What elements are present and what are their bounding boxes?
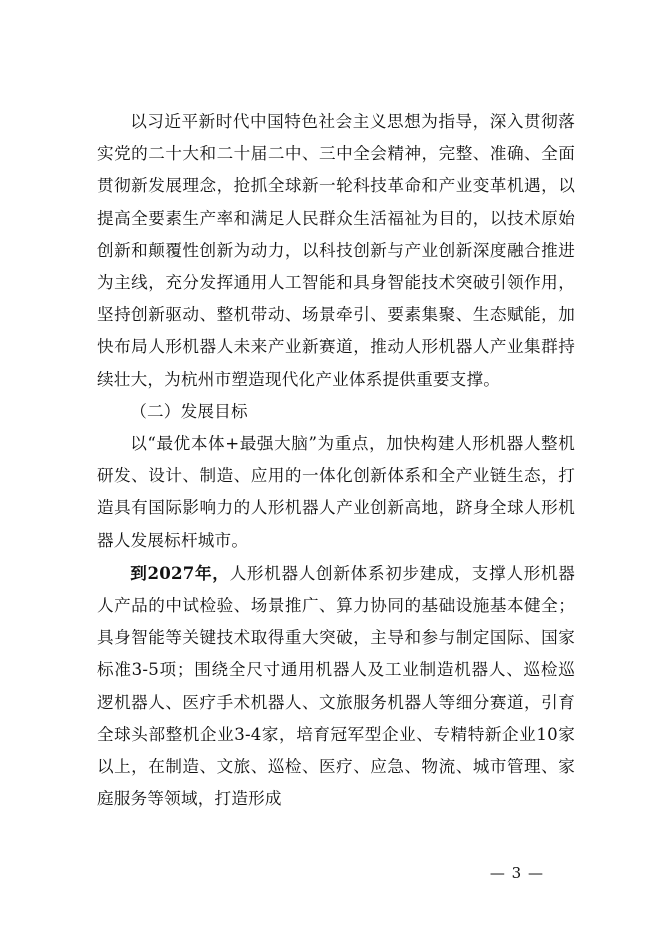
- section-heading-development-goals: （二）发展目标: [130, 401, 248, 421]
- page-number: — 3 —: [489, 864, 544, 882]
- guiding-ideology-paragraph: 以习近平新时代中国特色社会主义思想为指导，深入贯彻落实党的二十大和二十届二中、三中全会精神，完整、准确、全面贯彻新发展理念，抢抓全球新一轮科技革命和产业变革机遇，以提高全要素生产率和满足人民群众生活福祉为目的，以技术原始创新和颠覆性创新为动力，以科技创新与产业创新深度融合推进为主线，充分发挥通用人工智能和具身智能技术突破引领作用，坚持创新驱动、整机带动、场景牵引、要素集聚、生态赋能，加快布局人形机器人未来产业新赛道，推动人形机器人产业集群持续壮大，为杭州市塑造现代化产业体系提供重要支撑。: [97, 112, 575, 389]
- development-goals-paragraph: 以“最优本体+最强大脑”为重点，加快构建人形机器人整机研发、设计、制造、应用的一体化创新体系和全产业链生态，打造具有国际影响力的人形机器人产业创新高地，跻身全球人形机器人发展标杆城市。: [97, 434, 575, 550]
- goals-2027-body: 人形机器人创新体系初步建成，支撑人形机器人产品的中试检验、场景推广、算力协同的基础设施基本健全；具身智能等关键技术取得重大突破，主导和参与制定国际、国家标准3-5项；围绕全尺寸通用机器人及工业制造机器人、巡检巡逻机器人、医疗手术机器人、文旅服务机器人等细分赛道，引育全球头部整机企业3-4家，培育冠军型企业、专精特新企业10家以上，在制造、文旅、巡检、医疗、应急、物流、城市管理、家庭服务等领域，打造形成: [97, 563, 576, 809]
- goals-2027-lead: 到2027年，: [130, 562, 230, 583]
- goals-2027-paragraph: [97, 557, 575, 816]
- document-body: [97, 106, 575, 815]
